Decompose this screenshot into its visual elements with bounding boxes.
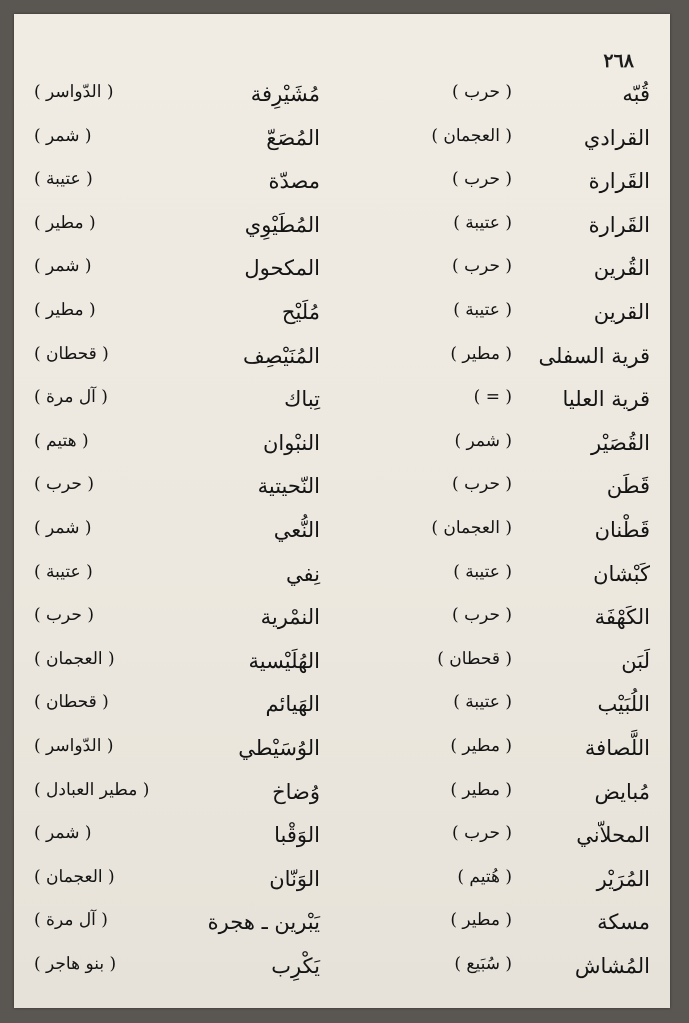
- place-name: القُرين: [593, 256, 650, 281]
- tribe-label: ( مطير ): [450, 735, 512, 756]
- place-name: القرادي: [583, 125, 650, 150]
- place-name: مُبايض: [594, 779, 650, 804]
- list-item: [32, 165, 332, 209]
- place-name: يَكْرِب: [271, 953, 320, 978]
- place-name: المُطَيْوِي: [244, 212, 320, 237]
- list-item: [32, 950, 332, 994]
- list-item: [336, 427, 662, 471]
- tribe-label: ( عتيبة ): [453, 212, 512, 233]
- tribe-label: ( شمر ): [34, 125, 92, 146]
- place-name: نِفي: [286, 561, 320, 586]
- place-name: مُلَيْح: [281, 299, 320, 324]
- place-name: النبْوان: [262, 430, 320, 455]
- list-item: [32, 470, 332, 514]
- place-name: مُشَيْرِفة: [250, 82, 320, 106]
- place-name: قَطْنان: [594, 517, 650, 542]
- tribe-label: ( قحطان ): [34, 692, 109, 713]
- tribe-label: ( مطير ): [450, 779, 512, 800]
- tribe-label: ( بنو هاجر ): [34, 953, 117, 974]
- place-name: كَبْشان: [593, 561, 650, 586]
- tribe-label: ( عتيبة ): [453, 561, 512, 582]
- list-item: [32, 340, 332, 384]
- tribe-label: ( حرب ): [452, 256, 512, 277]
- place-name: مصدّة: [268, 169, 320, 194]
- tribe-label: ( شمر ): [34, 517, 92, 538]
- place-name: القرين: [593, 299, 650, 324]
- list-item: [336, 558, 662, 602]
- list-item: [336, 732, 662, 776]
- place-name: المُشاش: [574, 953, 650, 978]
- list-item: [32, 645, 332, 689]
- list-item: [336, 165, 662, 209]
- list-item: [32, 427, 332, 471]
- place-name: مسكة: [597, 910, 650, 935]
- left-column: [32, 78, 332, 993]
- list-item: [32, 252, 332, 296]
- list-item: [32, 383, 332, 427]
- place-name: يَبْرين ـ هجرة: [207, 910, 320, 935]
- list-item: [336, 296, 662, 340]
- tribe-label: ( عتيبة ): [453, 692, 512, 713]
- page-number: ٢٦٨: [603, 50, 634, 72]
- place-name: المُصَعّ: [266, 125, 320, 150]
- list-item: [336, 601, 662, 645]
- place-name: الكَهْفَة: [594, 605, 650, 630]
- place-name: الهَيائم: [265, 692, 320, 717]
- place-name: القَرارة: [588, 169, 650, 194]
- list-item: [336, 122, 662, 166]
- tribe-label: ( مطير العبادل ): [34, 779, 150, 800]
- tribe-label: ( قحطان ): [34, 343, 109, 364]
- right-column: [336, 78, 662, 993]
- place-name: قُبّه: [622, 82, 650, 106]
- tribe-label: ( العجمان ): [34, 648, 115, 669]
- list-item: [336, 514, 662, 558]
- tribe-label: ( مطير ): [34, 212, 96, 233]
- place-name: الوَنّان: [269, 866, 320, 891]
- tribe-label: ( الدّواسر ): [34, 82, 114, 102]
- list-item: [32, 732, 332, 776]
- place-name: المُنَيْصِف: [243, 343, 320, 368]
- tribe-label: ( الدّواسر ): [34, 735, 114, 756]
- list-item: [336, 340, 662, 384]
- list-item: [32, 209, 332, 253]
- tribe-label: ( = ): [473, 387, 512, 408]
- place-name: الهُلَيْسية: [248, 648, 320, 673]
- place-name: لَبَن: [621, 648, 650, 673]
- list-item: [32, 776, 332, 820]
- tribe-label: ( حرب ): [34, 474, 94, 495]
- place-name: النمْرية: [260, 605, 320, 630]
- list-item: [336, 78, 662, 122]
- place-name: وُضاخ: [272, 779, 320, 804]
- tribe-label: ( شمر ): [34, 823, 92, 844]
- list-item: [336, 776, 662, 820]
- list-item: [32, 558, 332, 602]
- book-page: [14, 14, 670, 1008]
- list-item: [336, 950, 662, 994]
- place-name: القَرارة: [588, 212, 650, 237]
- place-name: تِباك: [284, 387, 320, 412]
- list-item: [32, 688, 332, 732]
- list-item: [336, 252, 662, 296]
- tribe-label: ( عتيبة ): [34, 169, 93, 190]
- tribe-label: ( حرب ): [452, 169, 512, 190]
- list-item: [32, 296, 332, 340]
- place-name: الوَقْبا: [274, 823, 320, 848]
- place-name: النُّعي: [273, 517, 320, 542]
- place-name: القُصَيْر: [591, 430, 650, 455]
- tribe-label: ( عتيبة ): [453, 299, 512, 320]
- place-name: اللُبَيْب: [597, 692, 650, 717]
- place-name: النّحيتية: [257, 474, 320, 499]
- tribe-label: ( آل مرة ): [34, 387, 108, 408]
- list-item: [336, 906, 662, 950]
- list-item: [32, 819, 332, 863]
- tribe-label: ( حرب ): [34, 605, 94, 626]
- tribe-label: ( شمر ): [34, 256, 92, 277]
- place-name: اللَّصافة: [584, 735, 650, 760]
- place-name: المكحول: [244, 256, 320, 281]
- place-name: قرية السفلى: [538, 343, 650, 368]
- tribe-label: ( مطير ): [34, 299, 96, 320]
- tribe-label: ( هُتيم ): [457, 866, 512, 887]
- tribe-label: ( العجمان ): [431, 125, 512, 146]
- tribe-label: ( سُبَيع ): [454, 953, 512, 974]
- tribe-label: ( عتيبة ): [34, 561, 93, 582]
- tribe-label: ( قحطان ): [437, 648, 512, 669]
- tribe-label: ( العجمان ): [34, 866, 115, 887]
- tribe-label: ( آل مرة ): [34, 910, 108, 931]
- place-name: قَطَن: [606, 474, 650, 499]
- list-item: [32, 601, 332, 645]
- list-item: [32, 863, 332, 907]
- tribe-label: ( مطير ): [450, 910, 512, 931]
- list-item: [336, 688, 662, 732]
- place-name: المُرَيْر: [596, 866, 650, 891]
- list-item: [32, 122, 332, 166]
- place-name: الوُسَيْطي: [238, 735, 320, 760]
- tribe-label: ( حرب ): [452, 823, 512, 844]
- place-name: المحلاّني: [576, 823, 650, 848]
- list-item: [336, 645, 662, 689]
- list-item: [32, 514, 332, 558]
- list-item: [336, 819, 662, 863]
- tribe-label: ( حرب ): [452, 474, 512, 495]
- tribe-label: ( العجمان ): [431, 517, 512, 538]
- list-item: [336, 470, 662, 514]
- list-item: [32, 906, 332, 950]
- tribe-label: ( مطير ): [450, 343, 512, 364]
- list-item: [336, 863, 662, 907]
- list-item: [336, 383, 662, 427]
- list-item: [336, 209, 662, 253]
- tribe-label: ( شمر ): [454, 430, 512, 451]
- place-name: قرية العليا: [562, 387, 650, 412]
- tribe-label: ( حرب ): [452, 605, 512, 626]
- tribe-label: ( حرب ): [452, 82, 512, 102]
- list-item: [32, 78, 332, 122]
- tribe-label: ( هتيم ): [34, 430, 89, 451]
